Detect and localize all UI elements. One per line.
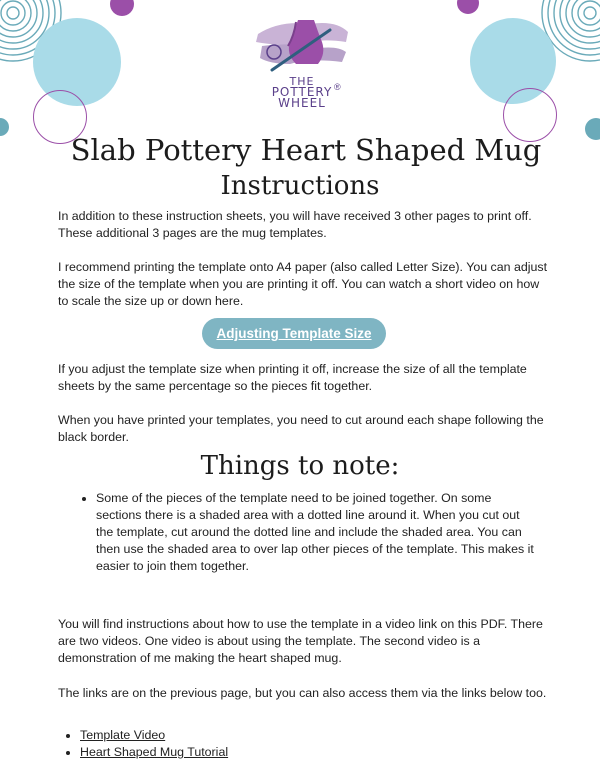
paragraph-links-info: The links are on the previous page, but you can also access them via the links below too.	[58, 686, 547, 700]
pottery-vase-icon	[250, 12, 354, 74]
intro-paragraph-2: I recommend printing the template onto A4 paper (also called Letter Size). You can adjust the size of the template when you are printing it off. You can watch a short video on how to scale the size up or down here.	[58, 260, 548, 308]
page-title-line-2: Instructions	[220, 171, 380, 201]
paragraph-cut-templates: When you have printed your templates, you need to cut around each shape following the black border.	[58, 413, 544, 444]
notes-list	[76, 490, 536, 575]
page-title-line-1: Slab Pottery Heart Shaped Mug	[70, 133, 542, 167]
intro-paragraph-1: In addition to these instruction sheets, you will have received 3 other pages to print off. These additional 3 pages are the mug templates.	[58, 209, 532, 240]
links-list	[60, 727, 380, 761]
list-item	[80, 744, 380, 761]
pottery-wheel-logo	[250, 12, 354, 114]
adjusting-template-size-button[interactable]: Adjusting Template Size	[202, 318, 386, 349]
paragraph-video-instructions: You will find instructions about how to use the template in a video link on this PDF. There are two videos. One video is about using the template. The second video is a demonstration of me making the heart shaped mug.	[58, 617, 543, 665]
logo-line-1: THE	[289, 75, 315, 88]
template-video-link[interactable]: Template Video	[80, 728, 166, 742]
paragraph-template-size: If you adjust the template size when printing it off, increase the size of all the template sheets by the same percentage so the pieces fit together.	[58, 362, 527, 393]
list-item: • Some of the pieces of the template need to be joined together. On some sections there is a shaded area with a dotted line around it. When you cut out the template, cut around the dotted line and include the shaded area. You can then use the shaded area to over lap other pieces of the template. This makes it easier to join them together.	[96, 490, 536, 575]
purple-dot-top-left-decoration	[110, 0, 134, 16]
registered-mark: ®	[334, 82, 341, 92]
things-to-note-heading: Things to note:	[200, 451, 400, 481]
list-item	[80, 727, 380, 744]
logo-line-3: WHEEL	[278, 96, 326, 110]
purple-dot-top-right-decoration	[457, 0, 479, 14]
logo-line-2: POTTERY	[271, 85, 333, 99]
heart-shaped-mug-tutorial-link[interactable]: Heart Shaped Mug Tutorial	[80, 745, 229, 759]
